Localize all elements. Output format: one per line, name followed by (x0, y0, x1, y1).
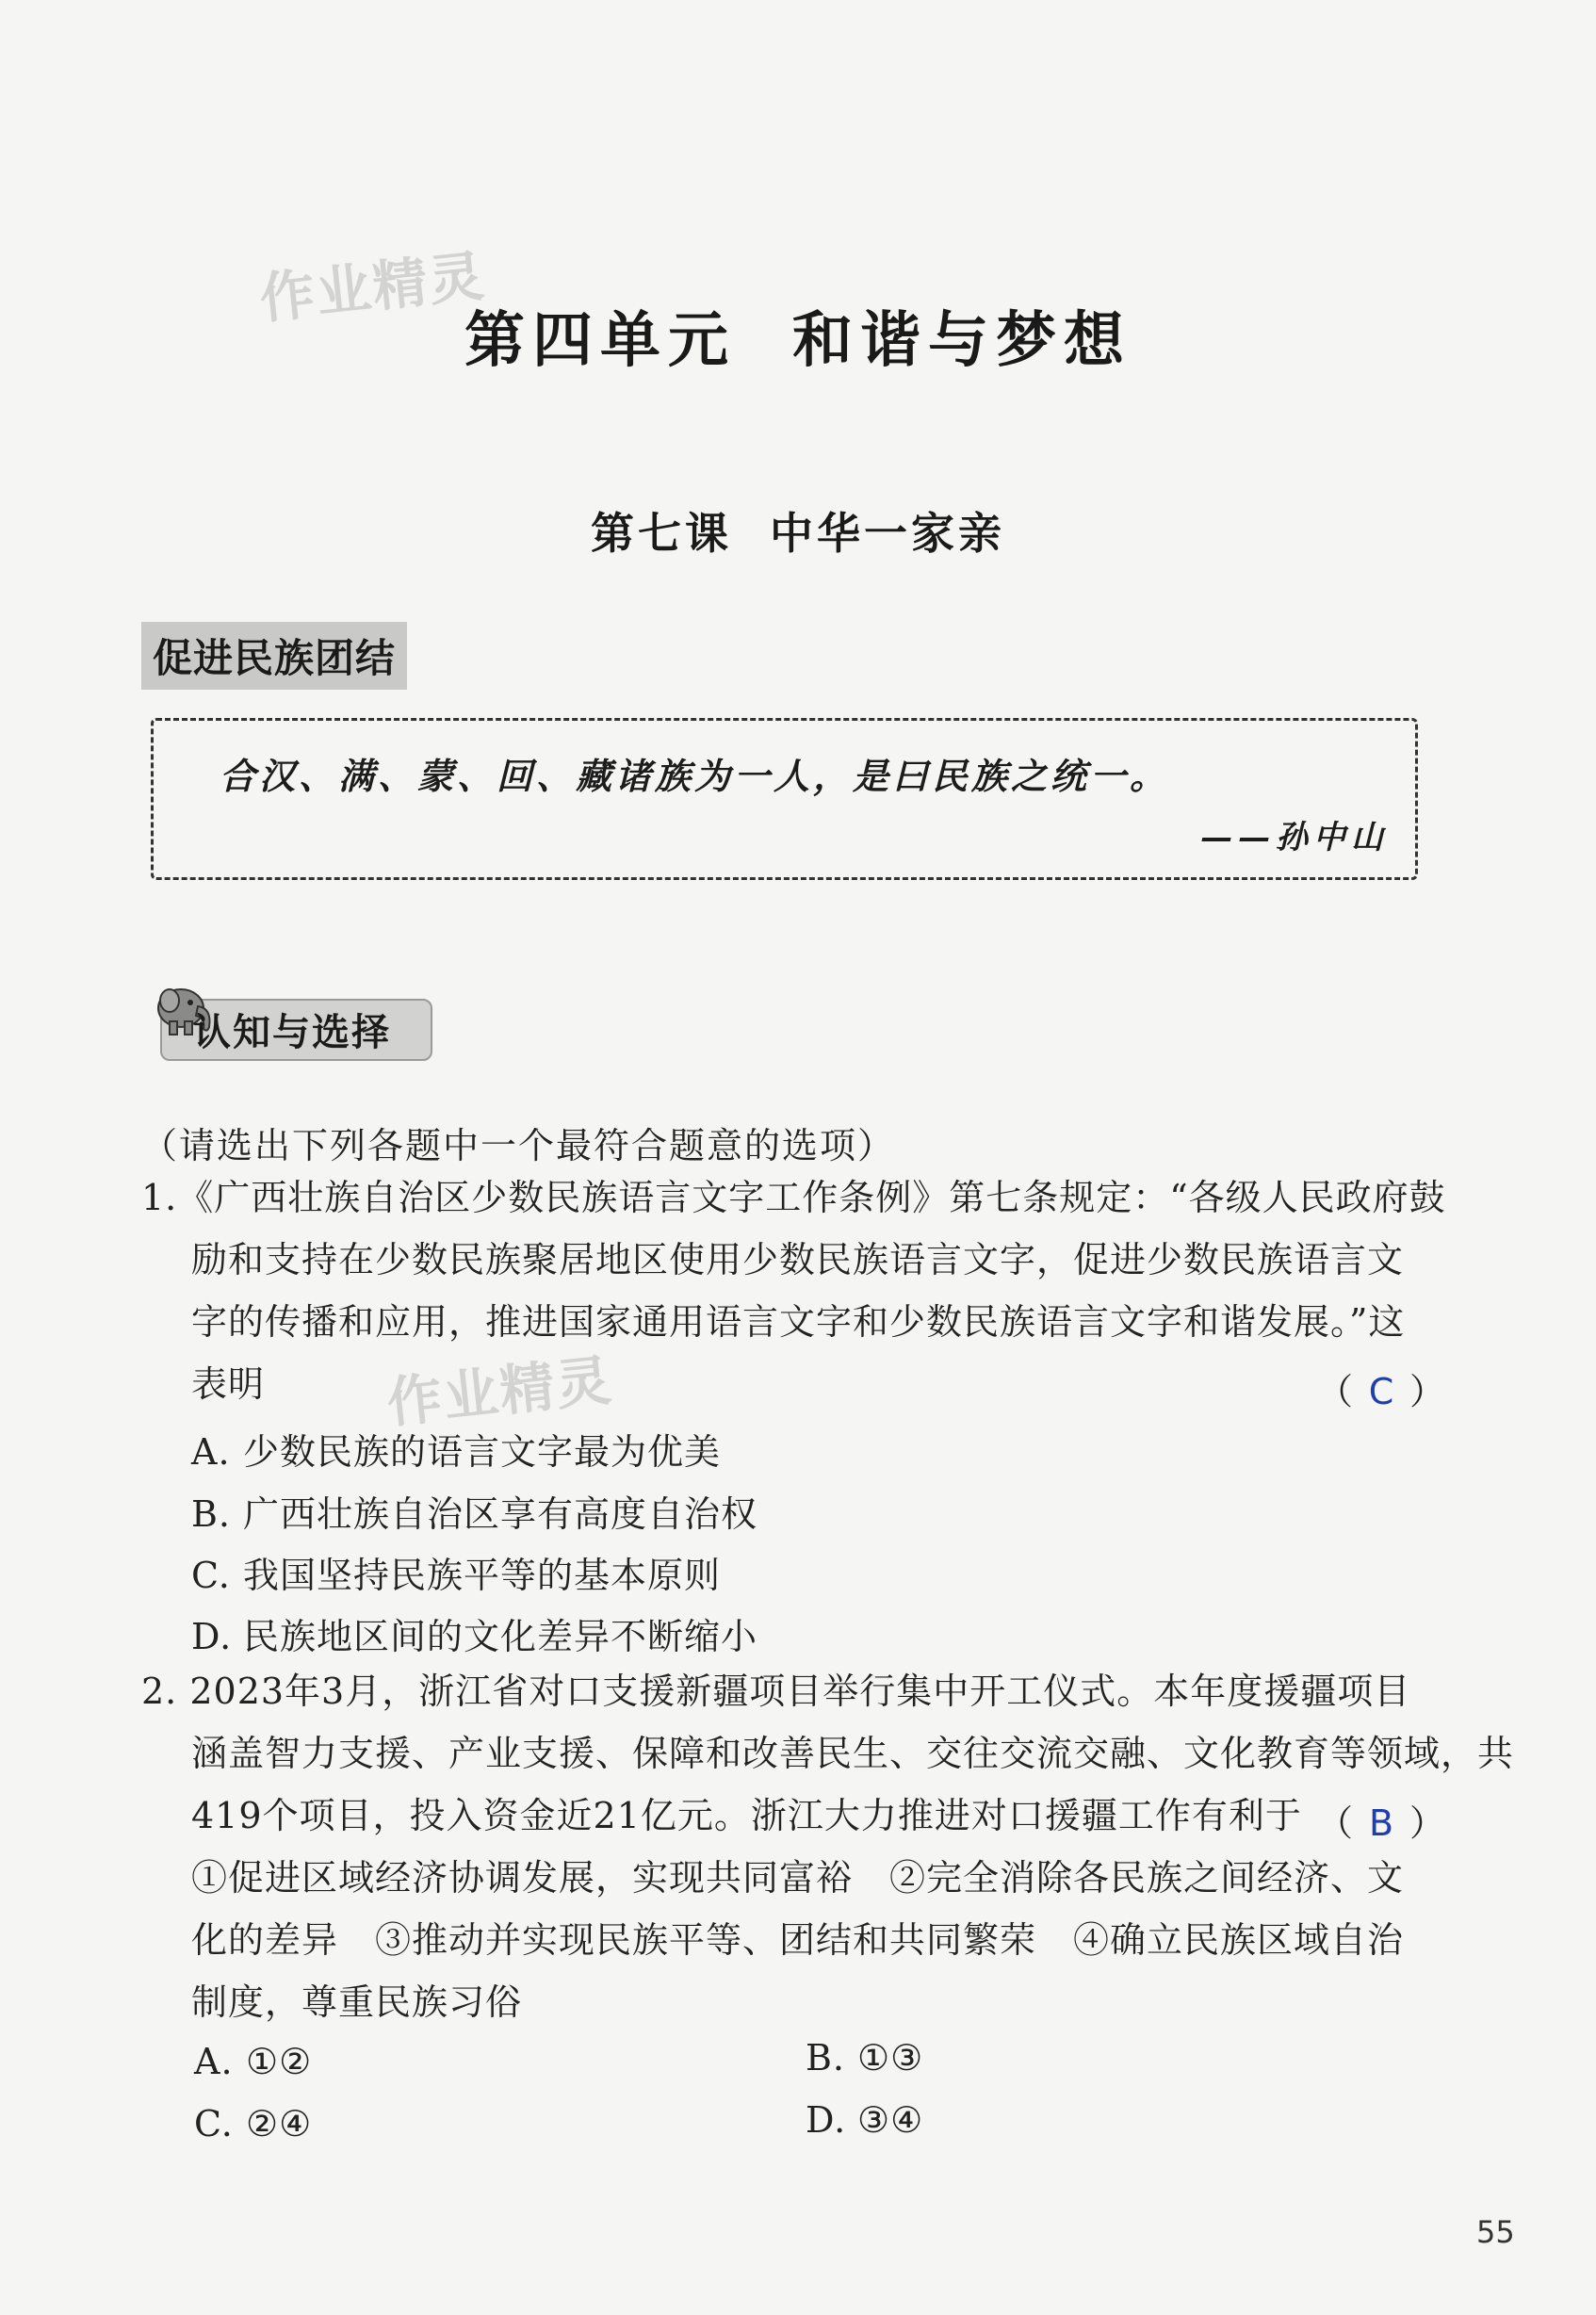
unit-title-part1: 第四单元 (464, 305, 736, 376)
quote-author: ——孙中山 (1200, 819, 1389, 856)
lesson-title (0, 499, 1596, 562)
quote-text: 合汉、满、蒙、回、藏诸族为一人，是曰民族之统一。 (220, 755, 1170, 797)
question-2-line: 2. 2023年3月，浙江省对口支援新疆项目举行集中开工仪式。本年度援疆项目 (141, 1671, 1411, 1712)
question-1-option-b: B. 广西壮族自治区享有高度自治权 (191, 1493, 758, 1535)
unit-title (0, 292, 1596, 379)
question-1-answer: （ C ） (1317, 1371, 1446, 1412)
unit-title-part2: 和谐与梦想 (792, 305, 1132, 376)
instruction-text: （请选出下列各题中一个最符合题意的选项） (141, 1125, 896, 1166)
badge-text: 认知与选择 (193, 1011, 391, 1054)
question-1-option-a: A. 少数民族的语言文字最为优美 (191, 1431, 722, 1473)
question-2-answer: （ B ） (1317, 1802, 1446, 1844)
question-1-line: 字的传播和应用，推进国家通用语言文字和少数民族语言文字和谐发展。”这 (191, 1301, 1406, 1343)
question-2-option-d: D. ③④ (806, 2099, 924, 2141)
question-2-line: 化的差异 ③推动并实现民族平等、团结和共同繁荣 ④确立民族区域自治 (191, 1919, 1405, 1961)
question-1-line: 1.《广西壮族自治区少数民族语言文字工作条例》第七条规定：“各级人民政府鼓 (141, 1177, 1446, 1218)
section-badge (141, 970, 433, 1065)
answer-value: C (1368, 1371, 1394, 1412)
question-2-line: 制度，尊重民族习俗 (191, 1981, 523, 2023)
lesson-title-part2: 中华一家亲 (770, 508, 1005, 559)
question-1-option-d: D. 民族地区间的文化差异不断缩小 (191, 1616, 758, 1657)
section-label: 促进民族团结 (141, 622, 407, 690)
question-2-option-c: C. ②④ (194, 2103, 313, 2144)
quote-box (151, 718, 1418, 880)
watermark: 作业精灵 (383, 1347, 616, 1436)
lesson-title-part1: 第七课 (591, 508, 732, 559)
question-2-line: 419个项目，投入资金近21亿元。浙江大力推进对口援疆工作有利于 (191, 1795, 1302, 1836)
question-2-line: ①促进区域经济协调发展，实现共同富裕 ②完全消除各民族之间经济、文 (191, 1857, 1405, 1899)
question-1-line: 励和支持在少数民族聚居地区使用少数民族语言文字，促进少数民族语言文 (191, 1239, 1405, 1280)
question-1-line: 表明 (191, 1363, 266, 1405)
question-1-option-c: C. 我国坚持民族平等的基本原则 (191, 1555, 722, 1596)
page-number: 55 (1476, 2214, 1515, 2250)
question-2-option-b: B. ①③ (806, 2037, 924, 2079)
question-2-line: 涵盖智力支援、产业支援、保障和改善民生、交往交流交融、文化教育等领域，共 (191, 1733, 1515, 1774)
answer-value: B (1368, 1802, 1394, 1844)
watermark: 作业精灵 (256, 243, 489, 332)
question-2-option-a: A. ①② (194, 2041, 313, 2082)
